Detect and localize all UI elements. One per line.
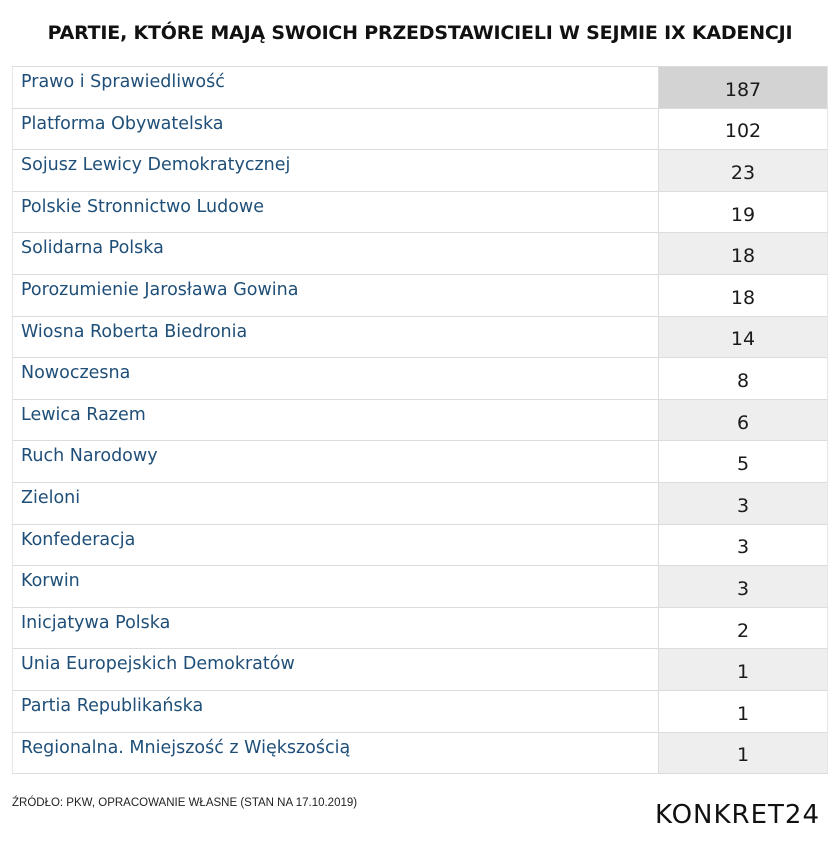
party-name: Porozumienie Jarosława Gowina xyxy=(13,275,659,316)
party-name: Wiosna Roberta Biedronia xyxy=(13,317,659,358)
party-name: Prawo i Sprawiedliwość xyxy=(13,67,659,108)
table-row xyxy=(12,192,828,234)
party-name: Ruch Narodowy xyxy=(13,441,659,482)
party-name: Nowoczesna xyxy=(13,358,659,399)
seat-count: 19 xyxy=(659,192,827,233)
seat-count: 8 xyxy=(659,358,827,399)
seat-count: 1 xyxy=(659,649,827,690)
party-name: Partia Republikańska xyxy=(13,691,659,732)
table-row xyxy=(12,649,828,691)
seat-count: 187 xyxy=(659,67,827,108)
table-row xyxy=(12,566,828,608)
party-name: Zieloni xyxy=(13,483,659,524)
party-name: Sojusz Lewicy Demokratycznej xyxy=(13,150,659,191)
table-row xyxy=(12,483,828,525)
source-note: ŹRÓDŁO: PKW, OPRACOWANIE WŁASNE (STAN NA 17.10.2019) xyxy=(12,797,358,809)
party-name: Inicjatywa Polska xyxy=(13,608,659,649)
seat-count: 23 xyxy=(659,150,827,191)
table-row xyxy=(12,608,828,650)
table-row xyxy=(12,525,828,567)
party-name: Solidarna Polska xyxy=(13,233,659,274)
table-row xyxy=(12,733,828,775)
party-name: Konfederacja xyxy=(13,525,659,566)
seat-count: 2 xyxy=(659,608,827,649)
table-row xyxy=(12,150,828,192)
seat-count: 18 xyxy=(659,233,827,274)
party-name: Platforma Obywatelska xyxy=(13,109,659,150)
seat-count: 1 xyxy=(659,733,827,774)
party-name: Polskie Stronnictwo Ludowe xyxy=(13,192,659,233)
seat-count: 1 xyxy=(659,691,827,732)
table-row xyxy=(12,441,828,483)
seat-count: 5 xyxy=(659,441,827,482)
seat-count: 3 xyxy=(659,566,827,607)
seat-count: 102 xyxy=(659,109,827,150)
table-row xyxy=(12,400,828,442)
seat-count: 14 xyxy=(659,317,827,358)
party-seats-table xyxy=(12,66,828,774)
table-row xyxy=(12,67,828,109)
party-name: Regionalna. Mniejszość z Większością xyxy=(13,733,659,774)
table-row xyxy=(12,691,828,733)
seat-count: 3 xyxy=(659,525,827,566)
chart-title: PARTIE, KTÓRE MAJĄ SWOICH PRZEDSTAWICIELI W SEJMIE IX KADENCJI xyxy=(47,22,793,44)
table-row xyxy=(12,358,828,400)
seat-count: 18 xyxy=(659,275,827,316)
table-row xyxy=(12,233,828,275)
party-name: Unia Europejskich Demokratów xyxy=(13,649,659,690)
table-row xyxy=(12,109,828,151)
table-row xyxy=(12,317,828,359)
seat-count: 6 xyxy=(659,400,827,441)
konkret24-logo[interactable]: KONKRET24 xyxy=(654,800,820,830)
party-name: Lewica Razem xyxy=(13,400,659,441)
table-row xyxy=(12,275,828,317)
party-name: Korwin xyxy=(13,566,659,607)
seat-count: 3 xyxy=(659,483,827,524)
